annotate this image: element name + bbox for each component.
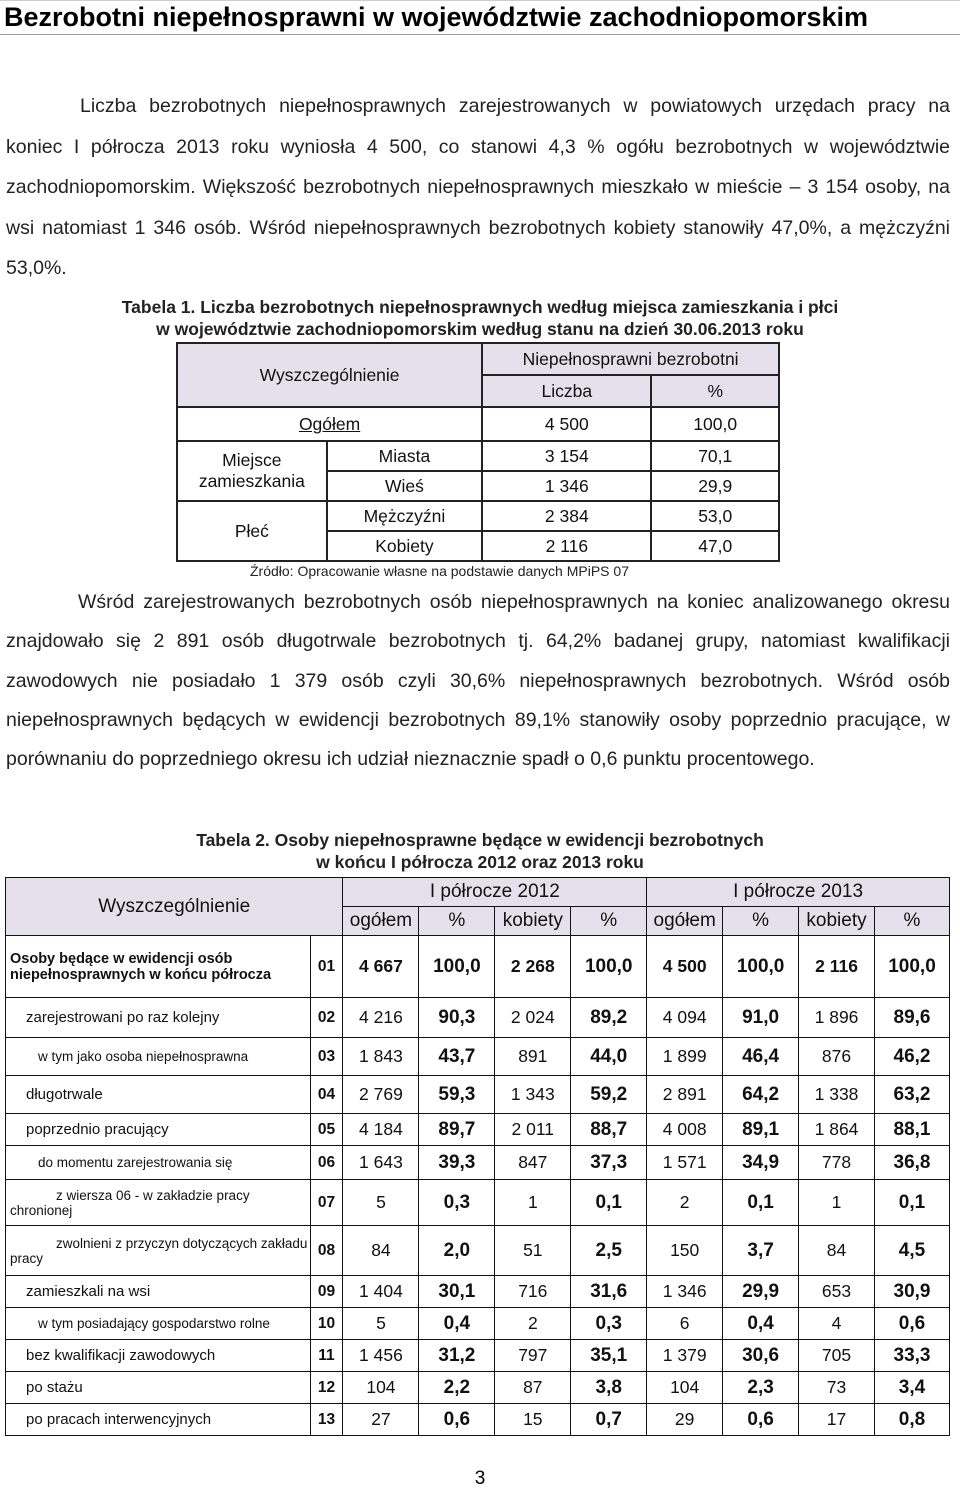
t1-row-count: 1 346 — [482, 471, 651, 501]
t2-cell-pct: 90,3 — [419, 998, 495, 1038]
intro-text: Liczba bezrobotnych niepełnosprawnych zarejestrowanych w powiatowych urzędach pracy na koniec I półrocza 2013 roku wyniosła 4 500, co stanowi 4,3 % ogółu bezrobotnych w województwie zachodniopomorskim. Większość bezrobotnych niepełnosprawnych mieszkało w mieście – 3 154 osoby, na wsi natomiast 1 346 osób. Wśród niepełnosprawnych bezrobotnych kobiety stanowiły 47,0%, a mężczyźni 53,0%. — [6, 95, 950, 279]
t2-cell-pct: 100,0 — [875, 936, 950, 998]
table1 — [176, 342, 780, 562]
intro-paragraph — [6, 86, 950, 289]
t2-subheader: kobiety — [495, 907, 571, 936]
table-row — [6, 1308, 950, 1340]
t2-cell-count: 891 — [495, 1038, 571, 1076]
t2-header-period-2012: I półrocze 2012 — [343, 878, 647, 907]
t2-cell-count: 4 500 — [647, 936, 723, 998]
t2-cell-pct: 2,2 — [419, 1372, 495, 1404]
t2-cell-pct: 2,3 — [723, 1372, 799, 1404]
t2-header-spec: Wyszczególnienie — [6, 878, 343, 936]
t2-row-number: 07 — [310, 1180, 343, 1226]
t1-row-label: Miasta — [327, 441, 482, 471]
t2-row-number: 02 — [310, 998, 343, 1038]
t2-row-number: 09 — [310, 1276, 343, 1308]
t2-cell-pct: 31,2 — [419, 1340, 495, 1372]
t1-row-pct: 53,0 — [651, 501, 779, 531]
t2-cell-count: 1 — [495, 1180, 571, 1226]
t2-cell-count: 2 769 — [343, 1076, 419, 1114]
t1-row-count: 2 384 — [482, 501, 651, 531]
table1-caption-line2: w województwie zachodniopomorskim według stanu na dzień 30.06.2013 roku — [156, 319, 804, 339]
t2-cell-count: 29 — [647, 1404, 723, 1436]
t2-cell-pct: 0,1 — [571, 1180, 647, 1226]
t2-row-number: 12 — [310, 1372, 343, 1404]
t1-group-residence: Miejsce zamieszkania — [177, 441, 327, 501]
t2-cell-count: 4 667 — [343, 936, 419, 998]
t2-cell-pct: 0,1 — [723, 1180, 799, 1226]
t2-cell-count: 1 346 — [647, 1276, 723, 1308]
t2-cell-pct: 89,7 — [419, 1114, 495, 1146]
t2-cell-count: 1 896 — [799, 998, 875, 1038]
t2-cell-pct: 31,6 — [571, 1276, 647, 1308]
t2-row-label: po pracach interwencyjnych — [6, 1404, 311, 1436]
t2-row-number: 04 — [310, 1076, 343, 1114]
t2-cell-count: 27 — [343, 1404, 419, 1436]
t2-row-number: 05 — [310, 1114, 343, 1146]
t2-cell-pct: 0,6 — [875, 1308, 950, 1340]
table-row — [6, 1372, 950, 1404]
t2-subheader: ogółem — [343, 907, 419, 936]
t2-cell-count: 1 — [799, 1180, 875, 1226]
table-row — [6, 1404, 950, 1436]
t1-header-group: Niepełnosprawni bezrobotni — [482, 343, 779, 375]
t2-cell-pct: 3,4 — [875, 1372, 950, 1404]
t2-cell-pct: 0,6 — [419, 1404, 495, 1436]
t2-cell-pct: 64,2 — [723, 1076, 799, 1114]
table-row — [6, 1146, 950, 1180]
t2-cell-count: 1 864 — [799, 1114, 875, 1146]
t2-cell-count: 1 404 — [343, 1276, 419, 1308]
t2-cell-pct: 63,2 — [875, 1076, 950, 1114]
t2-row-label: poprzednio pracujący — [6, 1114, 311, 1146]
t2-cell-count: 2 — [495, 1308, 571, 1340]
t2-cell-count: 73 — [799, 1372, 875, 1404]
table-row — [6, 936, 950, 998]
t1-row-label: Mężczyźni — [327, 501, 482, 531]
table2-caption-line2: w końcu I półrocza 2012 oraz 2013 roku — [316, 852, 644, 872]
analysis-text: Wśród zarejestrowanych bezrobotnych osób niepełnosprawnych na koniec analizowanego okresu znajdowało się 2 891 osób długotrwale bezrobotnych tj. 64,2% badanej grupy, natomiast kwalifikacji zawodowych nie posiadało 1 379 osób czyli 30,6% niepełnosprawnych bezrobotnych. Wśród osób niepełnosprawnych będących w ewidencji bezrobotnych 89,1% stanowiły osoby poprzednio pracujące, w porównaniu do poprzedniego okresu ich udział nieznacznie spadł o 0,6 punktu procentowego. — [6, 591, 950, 771]
t2-cell-count: 4 216 — [343, 998, 419, 1038]
t2-cell-pct: 3,7 — [723, 1226, 799, 1276]
t2-cell-count: 104 — [343, 1372, 419, 1404]
t1-total-count: 4 500 — [482, 407, 651, 441]
t2-cell-count: 5 — [343, 1308, 419, 1340]
table-row — [6, 1076, 950, 1114]
t2-cell-pct: 34,9 — [723, 1146, 799, 1180]
t2-cell-pct: 29,9 — [723, 1276, 799, 1308]
t2-cell-count: 5 — [343, 1180, 419, 1226]
t2-cell-count: 876 — [799, 1038, 875, 1076]
t2-cell-count: 4 — [799, 1308, 875, 1340]
t2-cell-count: 1 456 — [343, 1340, 419, 1372]
t2-subheader: % — [875, 907, 950, 936]
page-number: 3 — [474, 1468, 486, 1489]
t2-cell-count: 4 094 — [647, 998, 723, 1038]
table2-caption — [40, 829, 920, 873]
t2-cell-count: 716 — [495, 1276, 571, 1308]
t2-cell-count: 2 — [647, 1180, 723, 1226]
t2-cell-count: 653 — [799, 1276, 875, 1308]
t2-cell-pct: 0,1 — [875, 1180, 950, 1226]
t2-row-number: 11 — [310, 1340, 343, 1372]
t1-row-count: 2 116 — [482, 531, 651, 561]
t2-cell-count: 150 — [647, 1226, 723, 1276]
table-row — [6, 1114, 950, 1146]
t2-cell-count: 2 116 — [799, 936, 875, 998]
t2-cell-pct: 0,4 — [419, 1308, 495, 1340]
t2-cell-pct: 3,8 — [571, 1372, 647, 1404]
t2-cell-pct: 88,7 — [571, 1114, 647, 1146]
t2-cell-count: 17 — [799, 1404, 875, 1436]
t2-cell-pct: 100,0 — [571, 936, 647, 998]
t2-row-number: 13 — [310, 1404, 343, 1436]
t1-total-label: Ogółem — [177, 407, 482, 441]
t1-header-spec: Wyszczególnienie — [177, 343, 482, 407]
t2-cell-count: 797 — [495, 1340, 571, 1372]
t2-cell-count: 1 843 — [343, 1038, 419, 1076]
t2-cell-pct: 46,4 — [723, 1038, 799, 1076]
t2-cell-pct: 0,8 — [875, 1404, 950, 1436]
t2-cell-pct: 43,7 — [419, 1038, 495, 1076]
table1-caption — [40, 296, 920, 340]
t2-cell-pct: 88,1 — [875, 1114, 950, 1146]
t2-cell-count: 15 — [495, 1404, 571, 1436]
t2-cell-pct: 0,6 — [723, 1404, 799, 1436]
t1-row-label: Kobiety — [327, 531, 482, 561]
t2-cell-count: 1 343 — [495, 1076, 571, 1114]
t1-group-sex: Płeć — [177, 501, 327, 561]
t2-cell-pct: 0,3 — [419, 1180, 495, 1226]
t1-total-pct: 100,0 — [651, 407, 779, 441]
t2-cell-count: 705 — [799, 1340, 875, 1372]
t2-cell-pct: 89,1 — [723, 1114, 799, 1146]
t2-cell-count: 778 — [799, 1146, 875, 1180]
t2-row-label: bez kwalifikacji zawodowych — [6, 1340, 311, 1372]
t2-row-number: 08 — [310, 1226, 343, 1276]
t2-cell-pct: 33,3 — [875, 1340, 950, 1372]
t2-row-label: długotrwale — [6, 1076, 311, 1114]
t1-header-pct: % — [651, 375, 779, 407]
t2-cell-pct: 59,3 — [419, 1076, 495, 1114]
table-row — [6, 1226, 950, 1276]
t2-cell-count: 1 899 — [647, 1038, 723, 1076]
t2-cell-count: 84 — [799, 1226, 875, 1276]
t2-cell-pct: 89,2 — [571, 998, 647, 1038]
t2-subheader: kobiety — [799, 907, 875, 936]
t1-row-pct: 70,1 — [651, 441, 779, 471]
t2-cell-count: 1 643 — [343, 1146, 419, 1180]
t2-cell-pct: 39,3 — [419, 1146, 495, 1180]
t2-subheader: ogółem — [647, 907, 723, 936]
t2-cell-pct: 4,5 — [875, 1226, 950, 1276]
t2-cell-pct: 0,7 — [571, 1404, 647, 1436]
t2-row-label: zwolnieni z przyczyn dotyczących zakładu pracy — [6, 1226, 311, 1276]
t2-row-label: zarejestrowani po raz kolejny — [6, 998, 311, 1038]
t2-cell-pct: 44,0 — [571, 1038, 647, 1076]
analysis-paragraph — [6, 583, 950, 779]
t2-cell-pct: 89,6 — [875, 998, 950, 1038]
t2-cell-pct: 35,1 — [571, 1340, 647, 1372]
table-row — [6, 998, 950, 1038]
t2-row-label: w tym posiadający gospodarstwo rolne — [6, 1308, 311, 1340]
table2 — [5, 877, 950, 1436]
t2-cell-count: 1 571 — [647, 1146, 723, 1180]
t2-row-label: z wiersza 06 - w zakładzie pracy chronionej — [6, 1180, 311, 1226]
t1-row-pct: 29,9 — [651, 471, 779, 501]
t2-cell-count: 51 — [495, 1226, 571, 1276]
t2-cell-count: 2 891 — [647, 1076, 723, 1114]
table1-caption-line1: Tabela 1. Liczba bezrobotnych niepełnosprawnych według miejsca zamieszkania i płci — [121, 297, 839, 317]
t2-subheader: % — [419, 907, 495, 936]
t2-header-period-2013: I półrocze 2013 — [647, 878, 950, 907]
t2-cell-pct: 2,0 — [419, 1226, 495, 1276]
t2-row-label: po stażu — [6, 1372, 311, 1404]
t1-row-label: Wieś — [327, 471, 482, 501]
t2-cell-pct: 30,9 — [875, 1276, 950, 1308]
t2-cell-pct: 0,4 — [723, 1308, 799, 1340]
table-row — [6, 1276, 950, 1308]
t2-cell-pct: 46,2 — [875, 1038, 950, 1076]
t2-cell-count: 104 — [647, 1372, 723, 1404]
t2-cell-pct: 36,8 — [875, 1146, 950, 1180]
t2-cell-count: 84 — [343, 1226, 419, 1276]
t2-cell-pct: 37,3 — [571, 1146, 647, 1180]
t2-cell-count: 847 — [495, 1146, 571, 1180]
t2-row-number: 06 — [310, 1146, 343, 1180]
table-row — [6, 1038, 950, 1076]
table2-caption-line1: Tabela 2. Osoby niepełnosprawne będące w ewidencji bezrobotnych — [196, 830, 764, 850]
t2-cell-pct: 91,0 — [723, 998, 799, 1038]
t2-cell-pct: 30,6 — [723, 1340, 799, 1372]
t2-cell-pct: 59,2 — [571, 1076, 647, 1114]
t2-row-number: 03 — [310, 1038, 343, 1076]
t2-cell-count: 2 024 — [495, 998, 571, 1038]
t2-row-label: Osoby będące w ewidencji osób niepełnosprawnych w końcu półrocza — [6, 936, 311, 998]
t1-header-count: Liczba — [482, 375, 651, 407]
t2-cell-pct: 100,0 — [419, 936, 495, 998]
t2-cell-count: 4 008 — [647, 1114, 723, 1146]
t2-cell-pct: 0,3 — [571, 1308, 647, 1340]
t2-row-number: 01 — [310, 936, 343, 998]
table-row — [6, 1180, 950, 1226]
t1-row-count: 3 154 — [482, 441, 651, 471]
t2-row-label: do momentu zarejestrowania się — [6, 1146, 311, 1180]
t2-subheader: % — [723, 907, 799, 936]
page-title: Bezrobotni niepełnosprawni w województwie zachodniopomorskim — [0, 0, 960, 35]
t2-cell-count: 1 379 — [647, 1340, 723, 1372]
t2-row-label: zamieszkali na wsi — [6, 1276, 311, 1308]
t2-cell-count: 6 — [647, 1308, 723, 1340]
t2-cell-count: 2 268 — [495, 936, 571, 998]
t2-row-number: 10 — [310, 1308, 343, 1340]
t2-cell-pct: 100,0 — [723, 936, 799, 998]
t2-cell-pct: 30,1 — [419, 1276, 495, 1308]
t2-cell-count: 4 184 — [343, 1114, 419, 1146]
t2-cell-pct: 2,5 — [571, 1226, 647, 1276]
t2-cell-count: 87 — [495, 1372, 571, 1404]
t2-subheader: % — [571, 907, 647, 936]
t2-cell-count: 2 011 — [495, 1114, 571, 1146]
t2-row-label: w tym jako osoba niepełnosprawna — [6, 1038, 311, 1076]
table-row — [6, 1340, 950, 1372]
t2-cell-count: 1 338 — [799, 1076, 875, 1114]
t1-row-pct: 47,0 — [651, 531, 779, 561]
table1-source: Źródło: Opracowanie własne na podstawie danych MPiPS 07 — [250, 563, 629, 579]
